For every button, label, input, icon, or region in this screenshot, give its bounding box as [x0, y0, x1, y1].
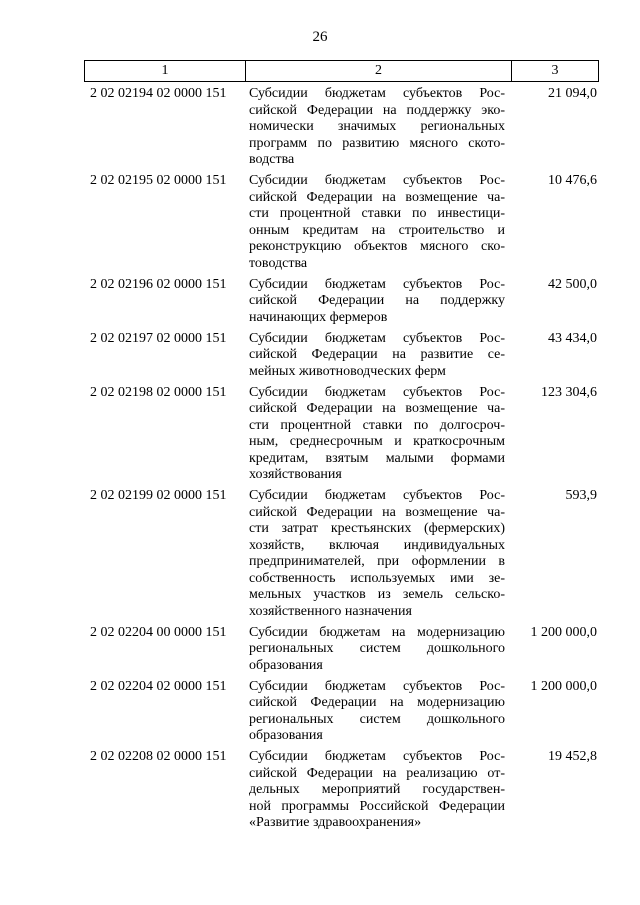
- description: [245, 385, 511, 484]
- description-line: программ по развитию мясного ското-: [249, 135, 505, 151]
- description-line: Субсидии бюджетам субъектов Рос-: [249, 384, 505, 400]
- description-line: реконструкцию объектов мясного ско-: [249, 239, 505, 254]
- description: [245, 625, 511, 675]
- description-line: номически значимых региональных: [249, 119, 505, 134]
- description-line: сийской Федерации на реализацию от-: [249, 765, 505, 781]
- description-line: мейных животноводческих ферм: [249, 363, 446, 379]
- description-line: онным кредитам на строительство и: [249, 222, 505, 238]
- description: [245, 749, 511, 832]
- description-line: сти процентной ставки по долгосроч-: [249, 417, 505, 433]
- description-line: «Развитие здравоохранения»: [249, 815, 422, 830]
- amount: 19 452,8: [548, 749, 597, 764]
- description-line: ным, среднесрочным и краткосрочным: [249, 434, 505, 449]
- budget-code: 2 02 02195 02 0000 151: [90, 173, 227, 188]
- description-line: сийской Федерации на поддержку эко-: [249, 102, 505, 118]
- budget-code: 2 02 02194 02 0000 151: [90, 86, 227, 101]
- description-line: сти затрат крестьянских (фермерских): [249, 521, 505, 536]
- description-line: начинающих фермеров: [249, 309, 388, 325]
- amount: 21 094,0: [548, 86, 597, 101]
- table-row: [84, 173, 599, 272]
- amount: 1 200 000,0: [530, 678, 597, 694]
- page-number: 26: [312, 29, 328, 45]
- table-row: [84, 625, 599, 675]
- description-line: Субсидии бюджетам субъектов Рос-: [249, 86, 505, 101]
- description-line: кредитам, взятым малыми формами: [249, 450, 505, 466]
- header-column-2: 2: [246, 61, 512, 81]
- description-line: образования: [249, 657, 323, 673]
- amount: 42 500,0: [548, 276, 597, 292]
- description-line: региональных систем дошкольного: [249, 641, 505, 656]
- table-row: [84, 331, 599, 381]
- amount: 123 304,6: [541, 384, 597, 400]
- description-line: сийской Федерации на модернизацию: [249, 695, 505, 710]
- budget-code: 2 02 02204 02 0000 151: [90, 678, 227, 694]
- budget-code: 2 02 02196 02 0000 151: [90, 276, 227, 292]
- table-row: [84, 679, 599, 745]
- description: [245, 277, 511, 327]
- table-row: [84, 86, 599, 169]
- description-line: Субсидии бюджетам на модернизацию: [249, 624, 505, 640]
- header-column-3: 3: [551, 63, 559, 78]
- table-header: [84, 60, 599, 82]
- description-line: Субсидии бюджетам субъектов Рос-: [249, 488, 505, 503]
- description: [245, 86, 511, 169]
- description: [245, 173, 511, 272]
- description-line: региональных систем дошкольного: [249, 711, 505, 727]
- amount: 593,9: [565, 488, 597, 503]
- table-row: [84, 749, 599, 832]
- description-line: предпринимателей, при оформлении в: [249, 554, 505, 569]
- table-row: [84, 277, 599, 327]
- description-line: Субсидии бюджетам субъектов Рос-: [249, 173, 505, 188]
- description-line: собственность используемых ими зе-: [249, 570, 505, 586]
- description-line: сийской Федерации на возмещение ча-: [249, 504, 505, 520]
- description-line: водства: [249, 152, 295, 167]
- budget-code: 2 02 02197 02 0000 151: [90, 330, 227, 346]
- budget-code: 2 02 02199 02 0000 151: [90, 488, 227, 503]
- description-line: Субсидии бюджетам субъектов Рос-: [249, 276, 505, 292]
- description-line: хозяйственного назначения: [249, 603, 412, 619]
- table-row: [84, 488, 599, 620]
- description-line: мельных участков из земель сельско-: [249, 587, 505, 602]
- description: [245, 679, 511, 745]
- description: [245, 488, 511, 620]
- description-line: сти процентной ставки по инвестици-: [249, 206, 505, 221]
- description-line: Субсидии бюджетам субъектов Рос-: [249, 330, 505, 346]
- amount: 10 476,6: [548, 173, 597, 188]
- description: [245, 331, 511, 381]
- amount: 1 200 000,0: [530, 624, 597, 640]
- description-line: образования: [249, 728, 323, 743]
- table-row: [84, 385, 599, 484]
- description-line: Субсидии бюджетам субъектов Рос-: [249, 678, 505, 694]
- description-line: сийской Федерации на поддержку: [249, 293, 505, 308]
- description-line: Субсидии бюджетам субъектов Рос-: [249, 749, 505, 764]
- description-line: хозяйств, включая индивидуальных: [249, 537, 505, 553]
- description-line: товодства: [249, 255, 308, 271]
- description-line: дельных мероприятий государствен-: [249, 782, 505, 797]
- amount: 43 434,0: [548, 330, 597, 346]
- description-line: сийской Федерации на возмещение ча-: [249, 189, 505, 205]
- description-line: ной программы Российской Федерации: [249, 798, 505, 814]
- budget-code: 2 02 02204 00 0000 151: [90, 624, 227, 640]
- description-line: хозяйствования: [249, 467, 342, 482]
- description-line: сийской Федерации на возмещение ча-: [249, 401, 505, 416]
- description-line: сийской Федерации на развитие се-: [249, 347, 505, 362]
- budget-code: 2 02 02198 02 0000 151: [90, 384, 227, 400]
- table-body: [84, 86, 599, 836]
- header-column-1: 1: [85, 61, 246, 81]
- budget-code: 2 02 02208 02 0000 151: [90, 749, 227, 764]
